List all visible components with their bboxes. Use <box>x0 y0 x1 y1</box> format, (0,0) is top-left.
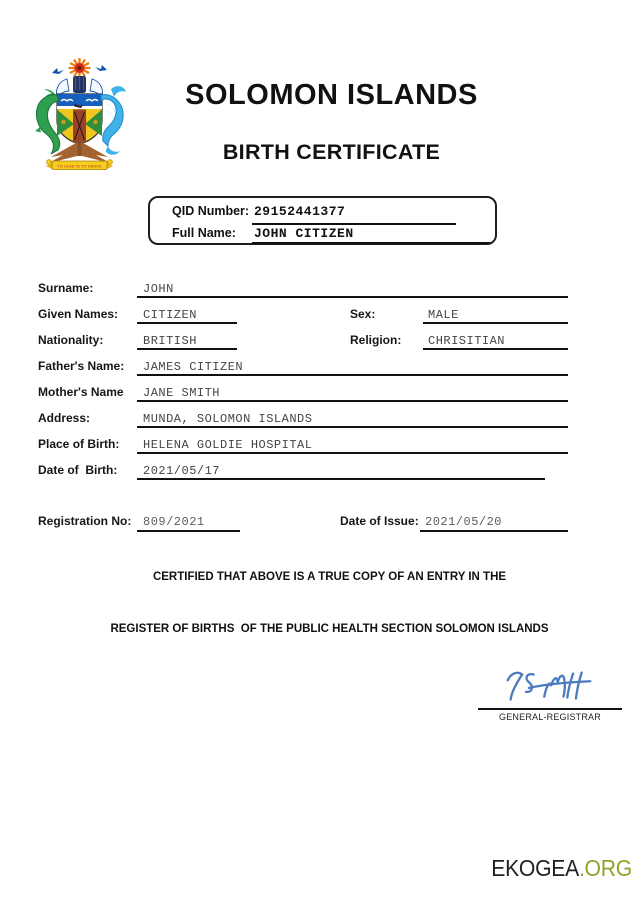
surname-underline <box>137 296 568 298</box>
left-bird-icon <box>52 68 64 74</box>
full-name-value: JOHN CITIZEN <box>254 226 354 241</box>
fathers-name-value: JAMES CITIZEN <box>143 360 244 374</box>
nationality-underline <box>137 348 237 350</box>
certification-line-1: CERTIFIED THAT ABOVE IS A TRUE COPY OF AN ENTRY IN THE <box>152 571 507 583</box>
page-subtitle: BIRTH CERTIFICATE <box>222 140 441 164</box>
address-label: Address: <box>38 411 91 425</box>
date-of-birth-label: Date of Birth: <box>38 463 118 477</box>
mothers-name-label: Mother's Name <box>38 385 124 399</box>
registration-no-label: Registration No: <box>38 514 132 528</box>
fathers-name-underline <box>137 374 568 376</box>
signature-line <box>478 708 622 710</box>
qid-number-label: QID Number: <box>172 204 250 218</box>
registration-no-underline <box>137 530 240 532</box>
sex-underline <box>423 322 568 324</box>
certification-line-2: REGISTER OF BIRTHS OF THE PUBLIC HEALTH SECTION SOLOMON ISLANDS <box>110 623 549 635</box>
qid-underline <box>252 223 456 225</box>
qid-number-value: 29152441377 <box>254 204 346 219</box>
given-names-underline <box>137 322 237 324</box>
place-of-birth-label: Place of Birth: <box>38 437 120 451</box>
sex-label: Sex: <box>350 307 376 321</box>
surname-value: JOHN <box>143 282 174 296</box>
registrar-signature-icon <box>502 667 598 707</box>
address-value: MUNDA, SOLOMON ISLANDS <box>143 412 313 426</box>
religion-label: Religion: <box>350 333 402 347</box>
mothers-name-value: JANE SMITH <box>143 386 221 400</box>
mothers-name-underline <box>137 400 568 402</box>
surname-label: Surname: <box>38 281 94 295</box>
date-of-issue-underline <box>420 530 568 532</box>
given-names-label: Given Names: <box>38 307 119 321</box>
date-of-birth-underline <box>137 478 545 480</box>
sun-crest-icon <box>69 58 91 78</box>
given-names-value: CITIZEN <box>143 308 197 322</box>
motto-text: TO LEAD IS TO SERVE <box>57 164 102 169</box>
brand-suffix: .ORG <box>579 855 632 881</box>
date-of-issue-label: Date of Issue: <box>340 514 419 528</box>
nationality-label: Nationality: <box>38 333 104 347</box>
date-of-issue-value: 2021/05/20 <box>425 515 503 529</box>
place-of-birth-value: HELENA GOLDIE HOSPITAL <box>143 438 313 452</box>
fathers-name-label: Father's Name: <box>38 359 125 373</box>
religion-value: CHRISITIAN <box>428 334 506 348</box>
brand-name: EKOGEA <box>491 855 580 881</box>
full-name-label: Full Name: <box>172 226 236 240</box>
date-of-birth-value: 2021/05/17 <box>143 464 221 478</box>
address-underline <box>137 426 568 428</box>
nationality-value: BRITISH <box>143 334 197 348</box>
right-bird-icon <box>95 65 107 71</box>
sex-value: MALE <box>428 308 459 322</box>
signer-title: GENERAL-REGISTRAR <box>499 712 601 722</box>
religion-underline <box>423 348 568 350</box>
page-title: SOLOMON ISLANDS <box>185 79 478 111</box>
full-name-underline <box>252 242 490 244</box>
footer-brand <box>491 855 632 882</box>
id-summary-box <box>148 196 497 245</box>
place-of-birth-underline <box>137 452 568 454</box>
registration-no-value: 809/2021 <box>143 515 205 529</box>
